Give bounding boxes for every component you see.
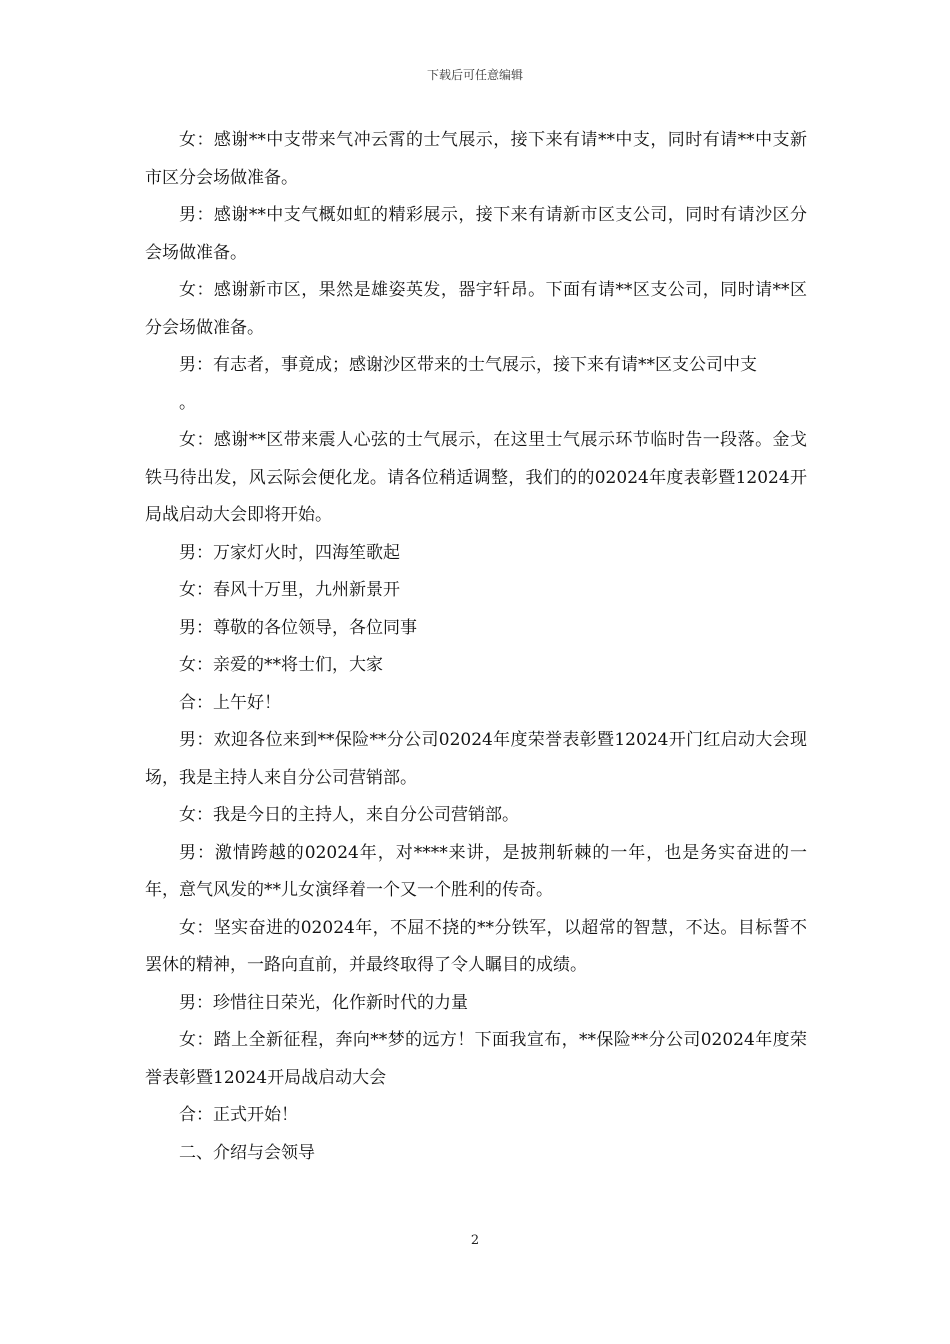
paragraph-16: 男：珍惜往日荣光，化作新时代的力量: [179, 992, 468, 1013]
paragraph-12: 男：欢迎各位来到**保险**分公司02024年度荣誉表彰暨12024开门红启动大会现场，我是主持人来自分公司营销部。: [145, 730, 807, 788]
document-body: [145, 122, 807, 1172]
paragraph-6: 女：感谢**区带来震人心弦的士气展示，在这里士气展示环节临时告一段落。金戈铁马待出发，风云际会便化龙。请各位稍适调整，我们的的02024年度表彰暨12024开局战启动大会即将开始。: [145, 430, 807, 525]
page-number: 2: [470, 1233, 480, 1248]
paragraph-9: 男：尊敬的各位领导，各位同事: [179, 617, 417, 638]
paragraph-4: 男：有志者，事竟成；感谢沙区带来的士气展示，接下来有请**区支公司中支: [179, 355, 757, 375]
paragraph-15: 女：坚实奋进的02024年，不屈不挠的**分铁军，以超常的智慧，不达。目标誓不罢休的精神，一路向直前，并最终取得了令人瞩目的成绩。: [145, 917, 807, 975]
paragraph-7: 男：万家灯火时，四海笙歌起: [179, 542, 400, 563]
paragraph-1: 女：感谢**中支带来气冲云霄的士气展示，接下来有请**中支，同时有请**中支新市区分会场做准备。: [145, 130, 807, 188]
section-heading: 二、介绍与会领导: [179, 1142, 315, 1163]
page-header: 下载后可任意编辑: [426, 68, 523, 82]
paragraph-17: 女：踏上全新征程，奔向**梦的远方！下面我宣布，**保险**分公司02024年度荣誉表彰暨12024开局战启动大会: [145, 1030, 807, 1088]
paragraph-11: 合：上午好！: [179, 692, 281, 713]
paragraph-18: 合：正式开始！: [179, 1105, 298, 1125]
paragraph-8: 女：春风十万里，九州新景开: [179, 580, 400, 600]
paragraph-3: 女：感谢新市区，果然是雄姿英发，器宇轩昂。下面有请**区支公司，同时请**区分会场做准备。: [145, 280, 807, 338]
paragraph-13: 女：我是今日的主持人，来自分公司营销部。: [179, 805, 519, 825]
paragraph-5: 。: [179, 392, 196, 413]
paragraph-2: 男：感谢**中支气概如虹的精彩展示，接下来有请新市区支公司，同时有请沙区分会场做准备。: [145, 205, 807, 263]
paragraph-14: 男：激情跨越的02024年，对****来讲，是披荆斩棘的一年，也是务实奋进的一年，意气风发的**儿女演绎着一个又一个胜利的传奇。: [145, 842, 807, 900]
paragraph-10: 女：亲爱的**将士们，大家: [179, 655, 383, 675]
